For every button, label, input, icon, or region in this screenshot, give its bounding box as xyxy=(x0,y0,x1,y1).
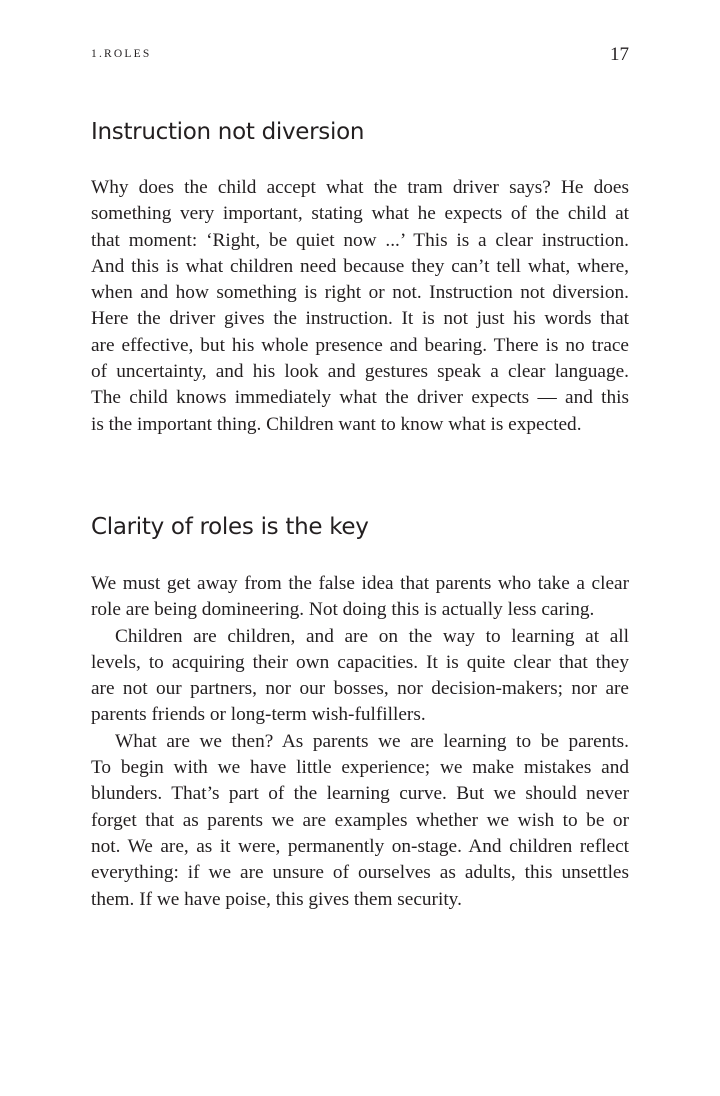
text-line: forget that as parents we are examples whether we wish to be or xyxy=(91,809,629,831)
section-body xyxy=(91,571,629,913)
text-line: blunders. That’s part of the learning curve. But we should never xyxy=(91,783,629,805)
text-line: everything: if we are unsure of ourselves as adults, this unsettles xyxy=(91,862,629,884)
running-head: 1.ROLES xyxy=(91,48,152,60)
text-line: are effective, but his whole presence and bearing. There is no trace xyxy=(91,334,629,356)
text-line: What are we then? As parents we are learning to be parents. xyxy=(115,730,629,752)
text-line: parents friends or long-term wish-fulfillers. xyxy=(91,704,426,726)
paragraph xyxy=(91,624,629,729)
text-line: them. If we have poise, this gives them security. xyxy=(91,888,462,910)
text-line: levels, to acquiring their own capacities. It is quite clear that they xyxy=(91,651,629,673)
text-line: Why does the child accept what the tram driver says? He does xyxy=(91,177,629,198)
section-body xyxy=(91,175,629,438)
text-line: is the important thing. Children want to know what is expected. xyxy=(91,413,582,435)
text-line: are not our partners, nor our bosses, nor decision-makers; nor are xyxy=(91,678,629,700)
text-line: Here the driver gives the instruction. It is not just his words that xyxy=(91,308,629,330)
text-line: The child knows immediately what the driver expects — and this xyxy=(91,387,629,409)
paragraph xyxy=(91,175,629,438)
text-line: We must get away from the false idea that parents who take a clear xyxy=(91,573,629,594)
text-line: role are being domineering. Not doing this is actually less caring. xyxy=(91,599,595,621)
text-line: not. We are, as it were, permanently on-stage. And children reflect xyxy=(91,835,629,857)
section-heading: Clarity of roles is the key xyxy=(91,514,369,540)
text-line: something very important, stating what he expects of the child at xyxy=(91,203,629,225)
text-line: of uncertainty, and his look and gestures speak a clear language. xyxy=(91,361,629,383)
text-line: Children are children, and are on the way to learning at all xyxy=(115,625,629,647)
text-line: when and how something is right or not. Instruction not diversion. xyxy=(91,282,629,304)
text-line: To begin with we have little experience; we make mistakes and xyxy=(91,757,629,779)
section-heading: Instruction not diversion xyxy=(91,119,365,145)
paragraph xyxy=(91,729,629,913)
page-number: 17 xyxy=(610,44,629,65)
paragraph xyxy=(91,571,629,624)
text-line: And this is what children need because they can’t tell what, where, xyxy=(91,255,629,277)
text-line: that moment: ‘Right, be quiet now ...’ This is a clear instruction. xyxy=(91,229,629,251)
